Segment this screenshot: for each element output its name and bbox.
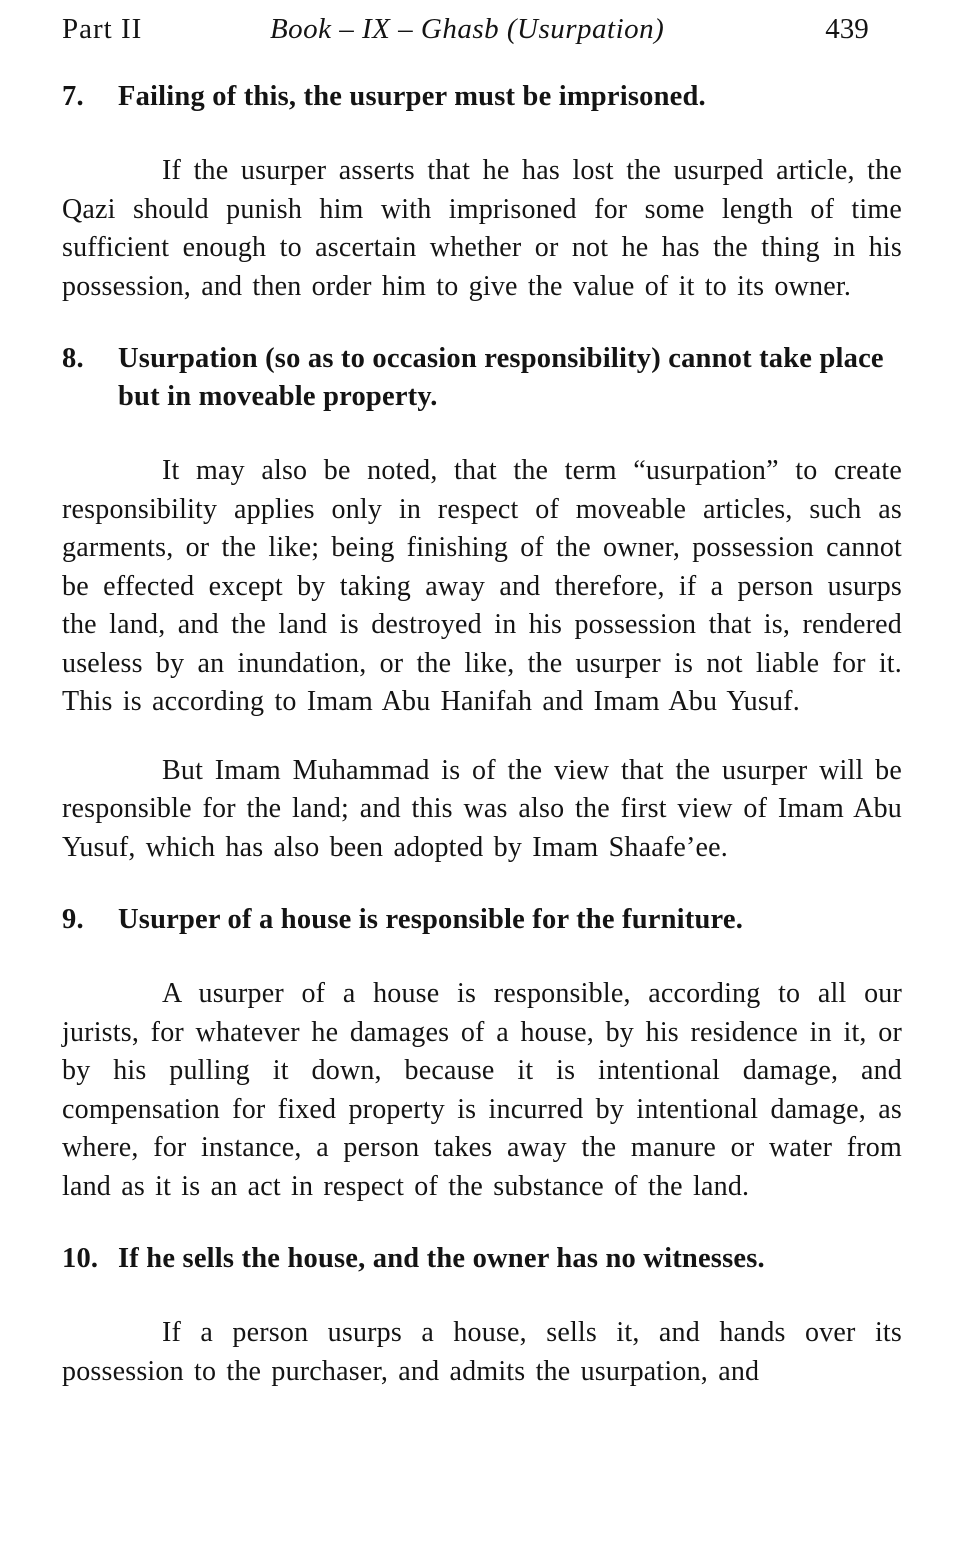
section-heading	[62, 340, 902, 416]
section-9	[62, 901, 902, 1206]
section-heading	[62, 78, 902, 116]
paragraph: It may also be noted, that the term “usurpation” to create responsibility applies only in respect of moveable articles, such as garments, or the like; being finishing of the owner, possession cannot be effected except by taking away and therefore, if a person usurps the land, and the land is destroyed in his possession that is, rendered useless by an inundation, or the like, the usurper is not liable for it. This is according to Imam Abu Hanifah and Imam Abu Yusuf.	[62, 455, 902, 717]
paragraph: But Imam Muhammad is of the view that the usurper will be responsible for the land; and this was also the first view of Imam Abu Yusuf, which has also been adopted by Imam Shaafe’ee.	[62, 754, 902, 863]
section-heading-text: Failing of this, the usurper must be imprisoned.	[118, 81, 706, 112]
section-heading	[62, 901, 902, 939]
running-header	[62, 10, 902, 48]
section-number: 10.	[62, 1243, 99, 1274]
section-8	[62, 340, 902, 867]
header-book-title: Book – IX – Ghasb (Usurpation)	[269, 13, 665, 45]
section-number: 9.	[62, 904, 84, 935]
section-heading-text: Usurpation (so as to occasion responsibility) cannot take place but in moveable property.	[118, 343, 884, 412]
paragraph: A usurper of a house is responsible, according to all our jurists, for whatever he damages of a house, by his residence in it, or by his pulling it down, because it is intentional damage, and compensation for fixed property is incurred by intentional damage, as where, for instance, a person takes away the manure or water from land as it is an act in respect of the substance of the land.	[62, 978, 902, 1202]
page-number: 439	[825, 13, 869, 45]
section-heading-text: If he sells the house, and the owner has no witnesses.	[118, 1243, 765, 1274]
section-number: 8.	[62, 343, 84, 374]
section-heading-text: Usurper of a house is responsible for the furniture.	[118, 904, 744, 935]
paragraph: If the usurper asserts that he has lost the usurped article, the Qazi should punish him with imprisoned for some length of time sufficient enough to ascertain whether or not he has the thing in his possession, and then order him to give the value of it to its owner.	[62, 155, 902, 302]
section-7	[62, 78, 902, 306]
header-part-label: Part II	[62, 13, 143, 45]
paragraph: If a person usurps a house, sells it, and hands over its possession to the purchaser, and admits the usurpation, and	[62, 1317, 902, 1387]
section-number: 7.	[62, 81, 84, 112]
section-10	[62, 1240, 902, 1391]
section-heading	[62, 1240, 902, 1278]
